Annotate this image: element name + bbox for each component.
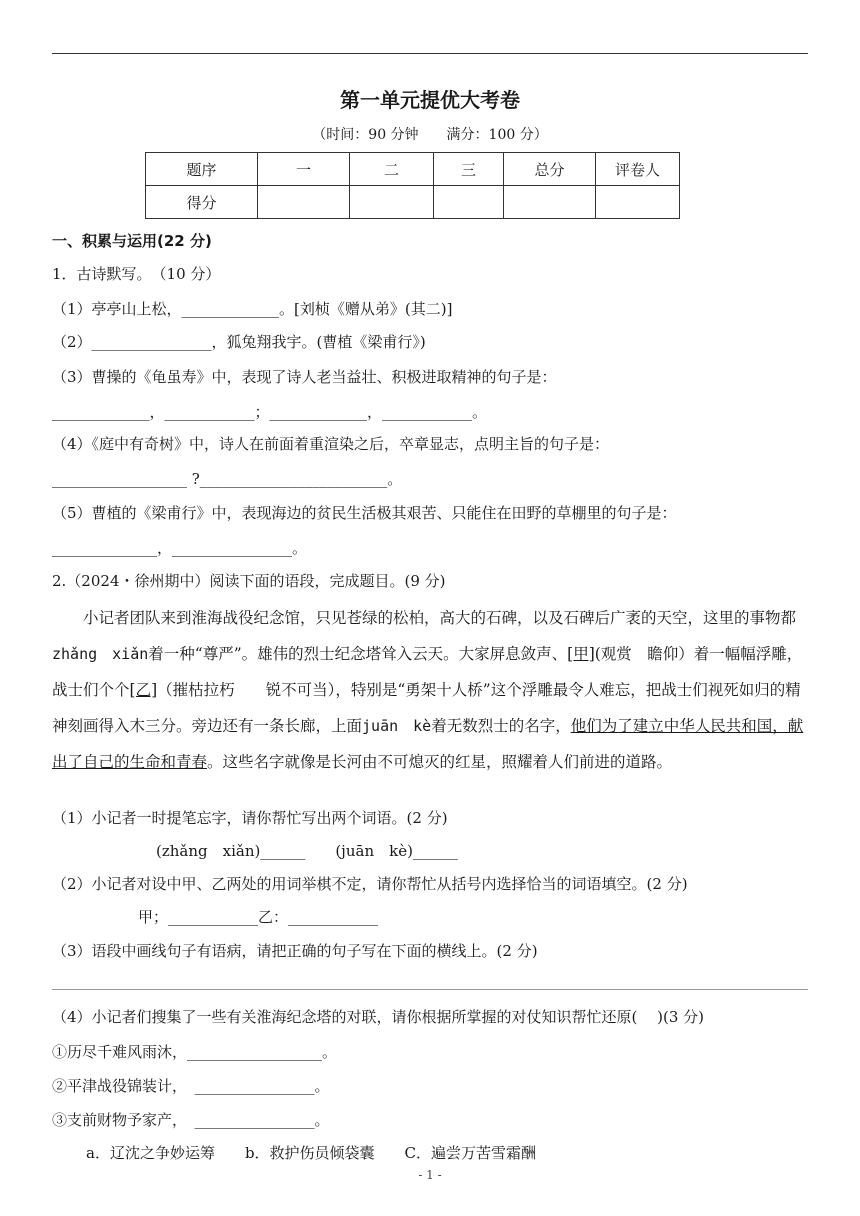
answer-blanks: __________________ ?_________________________。 (52, 470, 403, 488)
passage-text: 着无数烈士的名字， (431, 717, 571, 735)
answer-blanks: ______________，________________。 (52, 539, 308, 557)
header-cell: 题序 (146, 153, 258, 186)
score-cell[interactable] (258, 186, 350, 219)
question-item: （1）小记者一时提笔忘字，请你帮忙写出两个词语。(2 分) (52, 809, 448, 827)
passage-text: 。这些名字就像是长河由不可熄灭的红星，照耀着人们前进的道路。 (207, 753, 673, 771)
header-cell: 三 (434, 153, 504, 186)
couplet-line: ①历尽千难风雨沐，__________________。 (52, 1043, 338, 1061)
passage-text: 小记者团队来到淮海战役纪念馆，只见苍绿的松柏，高大的石碑，以及石碑后广袤的天空，这里的事物都 (83, 609, 797, 627)
score-cell[interactable] (350, 186, 434, 219)
pinyin-prompt: zhǎng xiǎn (52, 645, 149, 663)
pinyin-prompt: juān kè (362, 717, 432, 735)
header-cell: 评卷人 (596, 153, 680, 186)
question-item: （4）小记者们搜集了一些有关淮海纪念塔的对联，请你根据所掌握的对仗知识帮忙还原( )(3 分) (52, 1008, 705, 1026)
question-item: （5）曹植的《梁甫行》中，表现海边的贫民生活极其艰苦、只能住在田野的草棚里的句子是： (52, 504, 677, 522)
page-number: - 1 - (418, 1168, 442, 1182)
passage-text: （摧枯拉朽 锐不可当），特别是“勇架十人桥”这个浮雕最令人难忘，把战士们视死如归的精神刻画得入木三分。旁边还有一条长廊，上面 (52, 681, 801, 735)
blank-marker-jia: [甲] (567, 645, 595, 663)
question-item: （3）语段中画线句子有语病，请把正确的句子写在下面的横线上。(2 分) (52, 942, 538, 960)
page-title: 第一单元提优大考卷 (340, 88, 520, 112)
section-heading: 一、积累与运用(22 分) (52, 232, 212, 250)
header-rule (52, 53, 808, 54)
exam-info: （时间：90 分钟 满分：100 分） (312, 127, 548, 143)
answer-blanks: 甲；____________乙：____________ (138, 908, 379, 926)
table-row (146, 186, 680, 219)
question-item: （3）曹操的《龟虽寿》中，表现了诗人老当益壮、积极进取精神的句子是： (52, 368, 557, 386)
table-row (146, 153, 680, 186)
question-item: （1）亭亭山上松，_____________。[刘桢《赠从弟》(其二)] (52, 300, 453, 318)
answer-blanks: (zhǎng xiǎn)______ (juān kè)______ (156, 842, 458, 860)
reading-passage (52, 600, 812, 780)
header-cell: 二 (350, 153, 434, 186)
blank-marker-yi: [乙] (129, 681, 158, 699)
couplet-line: ②平津战役锦装计， ________________。 (52, 1077, 330, 1095)
answer-line[interactable] (52, 989, 808, 990)
option-list: a．辽沈之争妙运筹 b．救护伤员倾袋囊 C．遍尝万苦雪霜酬 (86, 1144, 537, 1162)
passage-text: 着一种“尊严”。雄伟的烈士纪念塔耸入云天。大家屏息敛声、 (148, 645, 568, 663)
question-item: （2）小记者对设中甲、乙两处的用词举棋不定，请你帮忙从括号内选择恰当的词语填空。(2 分) (52, 875, 688, 893)
score-table (145, 152, 680, 219)
header-cell: 一 (258, 153, 350, 186)
header-cell: 总分 (504, 153, 596, 186)
couplet-line: ③支前财物予家产， ________________。 (52, 1111, 330, 1129)
answer-blanks: _____________，____________；_____________，____________。 (52, 403, 488, 421)
question-item: （4）《庭中有奇树》中，诗人在前面着重渲染之后，卒章显志，点明主旨的句子是： (52, 435, 610, 453)
passage-text: (观赏 瞻仰）着一幅幅浮雕，战士们个个 (52, 645, 803, 699)
question-item: （2）________________，狐兔翔我宇。(曹植《梁甫行》) (52, 333, 426, 351)
question-stem: 1．古诗默写。 （10 分） (52, 265, 221, 283)
underlined-sentence: 他们为了建立中华人民共和国，献出了自己的生命和青春 (52, 717, 804, 771)
score-cell[interactable] (504, 186, 596, 219)
score-cell[interactable] (596, 186, 680, 219)
score-cell[interactable] (434, 186, 504, 219)
question-stem: 2.（2024・徐州期中）阅读下面的语段，完成题目。(9 分) (52, 572, 446, 590)
row-label: 得分 (146, 186, 258, 219)
